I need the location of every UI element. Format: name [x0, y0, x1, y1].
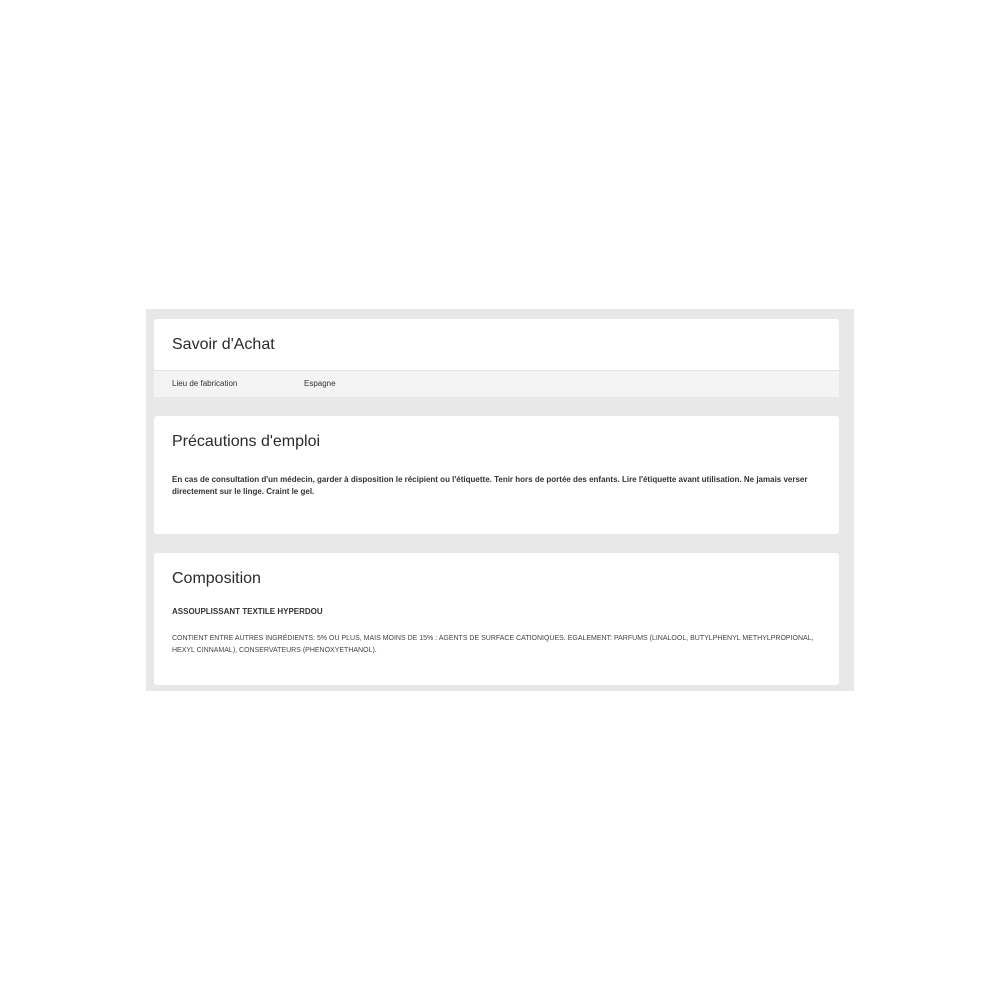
composition-text: CONTIENT ENTRE AUTRES INGRÉDIENTS: 5% OU PLUS, MAIS MOINS DE 15% : AGENTS DE SURFACE CATIONIQUES. EGALEMENT: PARFUMS (LINALOOL, BUTYLPHENYL METHYLPROPIONAL, HEXYL CINNAMAL), CONSERVATEURS (PHENOXYETHANOL).: [172, 635, 814, 654]
composition-card: [154, 553, 839, 685]
savoir-achat-card: [154, 319, 839, 397]
spec-row-lieu-fabrication: [154, 370, 839, 397]
composition-product-name: ASSOUPLISSANT TEXTILE HYPERDOU: [172, 607, 323, 616]
precautions-title: Précautions d'emploi: [172, 433, 321, 450]
precautions-text: En cas de consultation d'un médecin, garder à disposition le récipient ou l'étiquette. Tenir hors de portée des enfants. Lire l'étiquette avant utilisation. Ne jamais verser directement sur le linge. Craint le gel.: [172, 475, 808, 496]
composition-title: Composition: [172, 570, 261, 587]
precautions-card: [154, 416, 839, 534]
spec-value: Espagne: [304, 379, 336, 388]
product-info-panel: [146, 309, 854, 691]
savoir-achat-title: Savoir d'Achat: [172, 336, 275, 353]
spec-label: Lieu de fabrication: [172, 379, 238, 388]
